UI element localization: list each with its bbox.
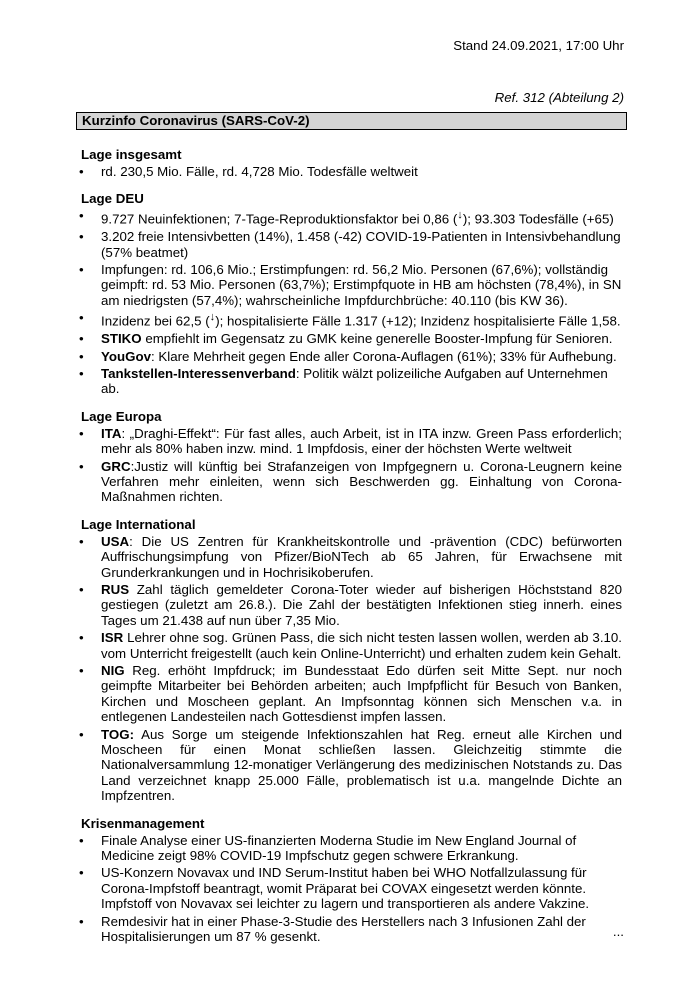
list-item xyxy=(81,208,622,227)
list-item xyxy=(81,229,622,260)
document-content xyxy=(81,147,622,957)
item-text: : Die US Zentren für Krankheitskontrolle und -prävention (CDC) befürworten Auffrischungsimpfung von Pfizer/BioNTech ab 65 Jahren, für Erwachsene mit Grunderkrankungen und in Hochrisikoberufen. xyxy=(101,533,622,580)
item-text: Lehrer ohne sog. Grünen Pass, die sich nicht testen lassen wollen, werden ab 3.10. vom Unterricht freigestellt (auch kein Online-Unterricht) und erhalten zudem kein Gehalt. xyxy=(101,630,622,661)
list-item xyxy=(81,833,622,864)
list-item xyxy=(81,426,622,457)
list-item xyxy=(81,459,622,505)
section-lage-deu xyxy=(81,191,622,396)
list-item xyxy=(81,262,622,308)
down-arrow-icon: ↓ xyxy=(457,209,463,222)
item-text: : „Draghi-Effekt“: Für fast alles, auch Arbeit, ist in ITA inzw. Green Pass erforderlich; mehr als 80% haben inzw. mind. 1 Impfdosis, einer der höchsten Werte weltweit xyxy=(101,425,622,457)
item-label: USA xyxy=(101,533,130,549)
item-label: STIKO xyxy=(101,331,142,347)
item-label: TOG: xyxy=(101,726,134,742)
date-stamp: Stand 24.09.2021, 17:00 Uhr xyxy=(453,38,624,53)
item-text: : Klare Mehrheit gegen Ende aller Corona-Auflagen (61%); 33% für Aufhebung. xyxy=(151,348,617,364)
bullet-list xyxy=(81,534,622,804)
section-lage-international xyxy=(81,517,622,804)
section-krisenmanagement xyxy=(81,816,622,945)
item-text: Finale Analyse einer US-finanzierten Moderna Studie im New England Journal of Medicine zeigt 98% COVID-19 Impfschutz gegen schwere Erkrankung. xyxy=(101,832,577,864)
item-label: YouGov xyxy=(101,348,151,364)
section-lage-europa xyxy=(81,409,622,505)
section-title: Lage DEU xyxy=(81,191,144,207)
bullet-list xyxy=(81,164,622,179)
item-label: ITA xyxy=(101,425,122,441)
item-label: NIG xyxy=(101,663,125,678)
item-label: GRC xyxy=(101,458,131,474)
section-title: Lage Europa xyxy=(81,408,162,424)
list-item xyxy=(81,164,622,179)
item-text: 9.727 Neuinfektionen; 7-Tage-Reproduktionsfaktor bei 0,86 ( xyxy=(101,211,458,227)
bullet-list xyxy=(81,208,622,396)
list-item xyxy=(81,331,622,346)
list-item xyxy=(81,534,622,580)
item-text: ); 93.303 Todesfälle (+65) xyxy=(462,211,614,227)
item-text: Aus Sorge um steigende Infektionszahlen hat Reg. erneut alle Kirchen und Moscheen für einen Monat schließen lassen. Gleichzeitig stimmte die Nationalversammlung 12-monatiger Verlängerung des medizinischen Notstands zu. Das Land verzeichnet knapp 25.000 Fälle, problematisch ist u.a. mangelnde Dichte an Impfzentren. xyxy=(101,726,622,804)
item-text: rd. 230,5 Mio. Fälle, rd. 4,728 Mio. Todesfälle weltweit xyxy=(101,164,418,179)
list-item xyxy=(81,582,622,628)
section-lage-insgesamt xyxy=(81,147,622,179)
section-title: Lage International xyxy=(81,516,196,532)
continuation-marker: ... xyxy=(612,924,624,939)
item-label: RUS xyxy=(101,581,130,597)
item-text: : Politik wälzt polizeiliche Aufgaben auf Unternehmen ab. xyxy=(101,365,608,397)
list-item xyxy=(81,349,622,364)
reference-label: Ref. 312 (Abteilung 2) xyxy=(494,90,624,105)
item-text: US-Konzern Novavax und IND Serum-Institut haben bei WHO Notfallzulassung für Corona-Impfstoff beantragt, womit Präparat bei COVAX eingesetzt werden könnte. Impfstoff von Novavax sei leichter zu lagern und transportieren als andere Vakzine. xyxy=(101,865,590,912)
bullet-list xyxy=(81,833,622,945)
list-item xyxy=(81,663,622,725)
item-text: ); hospitalisierte Fälle 1.317 (+12); Inzidenz hospitalisierte Fälle 1,58. xyxy=(215,313,621,329)
item-label: ISR xyxy=(101,630,124,646)
list-item xyxy=(81,366,622,397)
list-item xyxy=(81,865,622,911)
section-title: Krisenmanagement xyxy=(81,815,205,831)
item-text: Inzidenz bei 62,5 ( xyxy=(101,313,210,329)
item-text: :Justiz will künftig bei Strafanzeigen von Impfgegnern u. Corona-Leugnern keine Verfahren mehr einleiten, wenn sich Beschwerden gg. Einhaltung von Corona-Maßnahmen richten. xyxy=(101,458,622,505)
down-arrow-icon: ↓ xyxy=(209,311,216,324)
item-text: Zahl täglich gemeldeter Corona-Toter wieder auf bisherigen Höchststand 820 gestiegen (zuletzt am 26.8.). Die Zahl der bestätigten Infektionen stieg innerh. eines Tages um 21.438 auf nun über 7,35 Mio. xyxy=(101,581,622,628)
item-label: Tankstellen-Interessenverband xyxy=(101,365,296,381)
list-item xyxy=(81,310,622,329)
item-text: Remdesivir hat in einer Phase-3-Studie des Herstellers nach 3 Infusionen Zahl der Hospitalisierungen um 87 % gesenkt. xyxy=(101,913,586,945)
item-text: 3.202 freie Intensivbetten (14%), 1.458 (-42) COVID-19-Patienten in Intensivbehandlung (57% beatmet) xyxy=(101,229,621,260)
list-item xyxy=(81,727,622,804)
item-text: empfiehlt im Gegensatz zu GMK keine generelle Booster-Impfung für Senioren. xyxy=(141,331,613,347)
bullet-list xyxy=(81,426,622,505)
item-text: Reg. erhöht Impfdruck; im Bundesstaat Edo dürfen seit Mitte Sept. nur noch geimpfte Mitarbeiter bei Behörden arbeiten; auch Impfpflicht für Besuch von Banken, Kirchen und Moscheen geplant. An Impfsonntag können sich Menschen v.a. in entlegenen Landesteilen nach Gottesdienst impfen lassen. xyxy=(101,663,622,725)
item-text: Impfungen: rd. 106,6 Mio.; Erstimpfungen: rd. 56,2 Mio. Personen (67,6%); vollständig geimpft: rd. 53 Mio. Personen (63,7%); Erstimpfquote in HB am höchsten (78,4%), in SN am niedrigsten (57,4%); wahrscheinliche Impfdurchbrüche: 40.110 (bis KW 36). xyxy=(101,262,622,308)
document-title-banner: Kurzinfo Coronavirus (SARS-CoV-2) xyxy=(76,112,627,130)
list-item xyxy=(81,630,622,661)
section-title: Lage insgesamt xyxy=(81,147,182,162)
list-item xyxy=(81,914,622,945)
